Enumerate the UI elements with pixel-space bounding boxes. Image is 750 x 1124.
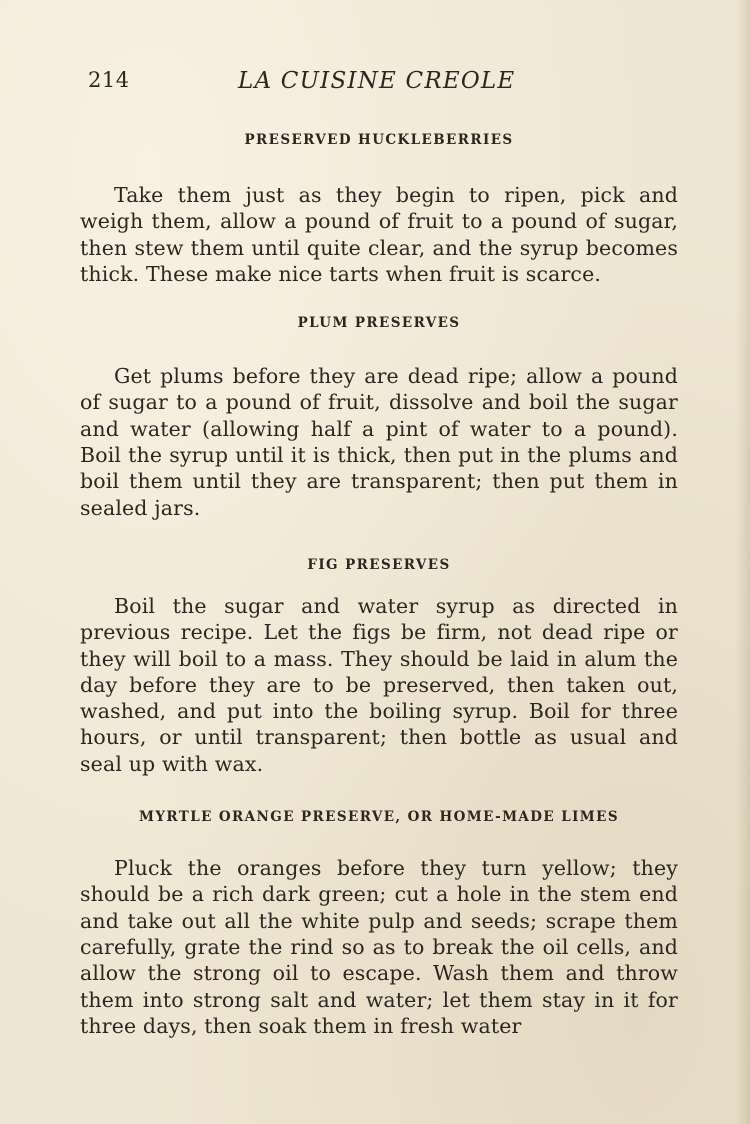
page-number: 214 [88, 68, 130, 92]
recipe-text-myrtle-orange: Pluck the oranges before they turn yellow; they should be a rich dark green; cut a hole in the stem end and take out all the white pulp and seeds; scrape them carefully, grate the rind so as to break the oil cells, and allow the strong oil to escape. Wash them and throw them into strong salt and water; let them stay in it for three days, then soak them in fresh water [80, 856, 678, 1038]
page-content [80, 126, 678, 1039]
section-heading-plum: PLUM PRESERVES [297, 315, 461, 332]
section-heading-myrtle-orange: MYRTLE ORANGE PRESERVE, OR HOME-MADE LIMES [139, 809, 619, 826]
page-edge-shadow [736, 0, 750, 1124]
section-heading-fig: FIG PRESERVES [307, 556, 451, 573]
page-header [88, 68, 688, 104]
running-title: LA CUISINE CREOLE [238, 68, 516, 94]
recipe-text-huckleberries: Take them just as they begin to ripen, pick and weigh them, allow a pound of fruit to a pound of sugar, then stew them until quite clear, and the syrup becomes thick. These make nice tarts when fruit is scarce. [80, 183, 678, 286]
recipe-text-plum: Get plums before they are dead ripe; allow a pound of sugar to a pound of fruit, dissolve and boil the sugar and water (allowing half a pint of water to a pound). Boil the syrup until it is thick, then put in the plums and boil them until they are transparent; then put them in sealed jars. [80, 364, 678, 520]
section-heading-huckleberries: PRESERVED HUCKLEBERRIES [244, 132, 514, 148]
recipe-text-fig: Boil the sugar and water syrup as directed in previous recipe. Let the figs be firm, not dead ripe or they will boil to a mass. They should be laid in alum the day before they are to be preserved, then taken out, washed, and put into the boiling syrup. Boil for three hours, or until transparent; then bottle as usual and seal up with wax. [80, 593, 678, 776]
